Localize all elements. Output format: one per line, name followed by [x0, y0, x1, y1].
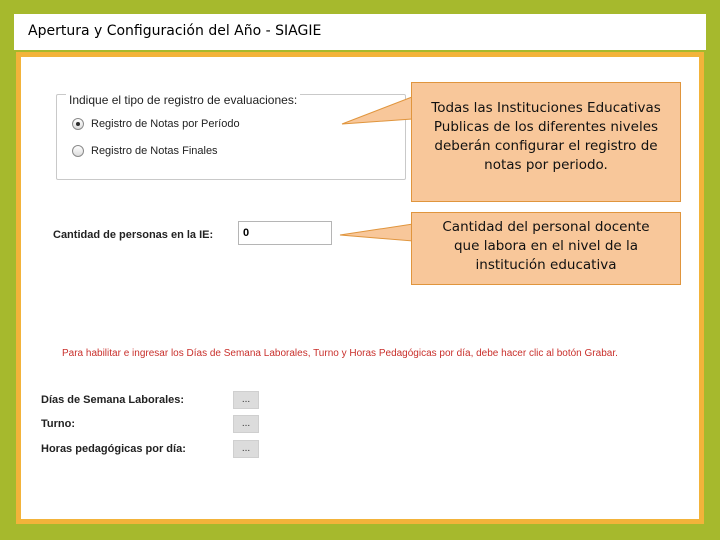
- personas-label: Cantidad de personas en la IE:: [53, 229, 214, 241]
- personas-input[interactable]: [238, 221, 332, 245]
- radio-button-unchecked[interactable]: [72, 145, 84, 157]
- turno-label: Turno:: [41, 418, 76, 430]
- dias-laborales-button[interactable]: ...: [233, 391, 259, 409]
- radio-label-finales: Registro de Notas Finales: [91, 145, 218, 157]
- callout-line: Todas las Instituciones Educativas: [431, 100, 661, 116]
- registro-legend: Indique el tipo de registro de evaluaciones:: [66, 93, 300, 107]
- horas-pedagogicas-label: Horas pedagógicas por día:: [41, 443, 186, 455]
- callout-registro: [411, 82, 681, 202]
- callout-line: deberán configurar el registro de: [434, 138, 658, 154]
- notice-message: Para habilitar e ingresar los Días de Semana Laborales, Turno y Horas Pedagógicas por día, debe hacer clic al botón Grabar.: [62, 348, 618, 359]
- callout-personal: [411, 212, 681, 285]
- radio-option-periodo[interactable]: [72, 118, 240, 130]
- radio-option-finales[interactable]: [72, 145, 218, 157]
- callout-pointer-2: [336, 222, 416, 244]
- callout-line: que labora en el nivel de la: [453, 238, 639, 254]
- turno-button[interactable]: ...: [233, 415, 259, 433]
- slide-title: Apertura y Configuración del Año - SIAGIE: [28, 23, 322, 39]
- radio-button-checked[interactable]: [72, 118, 84, 130]
- dias-laborales-label: Días de Semana Laborales:: [41, 394, 185, 406]
- callout-line: Cantidad del personal docente: [442, 219, 650, 235]
- callout-line: institución educativa: [475, 257, 617, 273]
- callout-pointer-1: [330, 95, 415, 130]
- callout-line: notas por periodo.: [484, 157, 608, 173]
- radio-label-periodo: Registro de Notas por Período: [91, 118, 240, 130]
- callout-line: Publicas de los diferentes niveles: [433, 119, 659, 135]
- horas-pedagogicas-button[interactable]: ...: [233, 440, 259, 458]
- slide-title-bar: [14, 14, 706, 50]
